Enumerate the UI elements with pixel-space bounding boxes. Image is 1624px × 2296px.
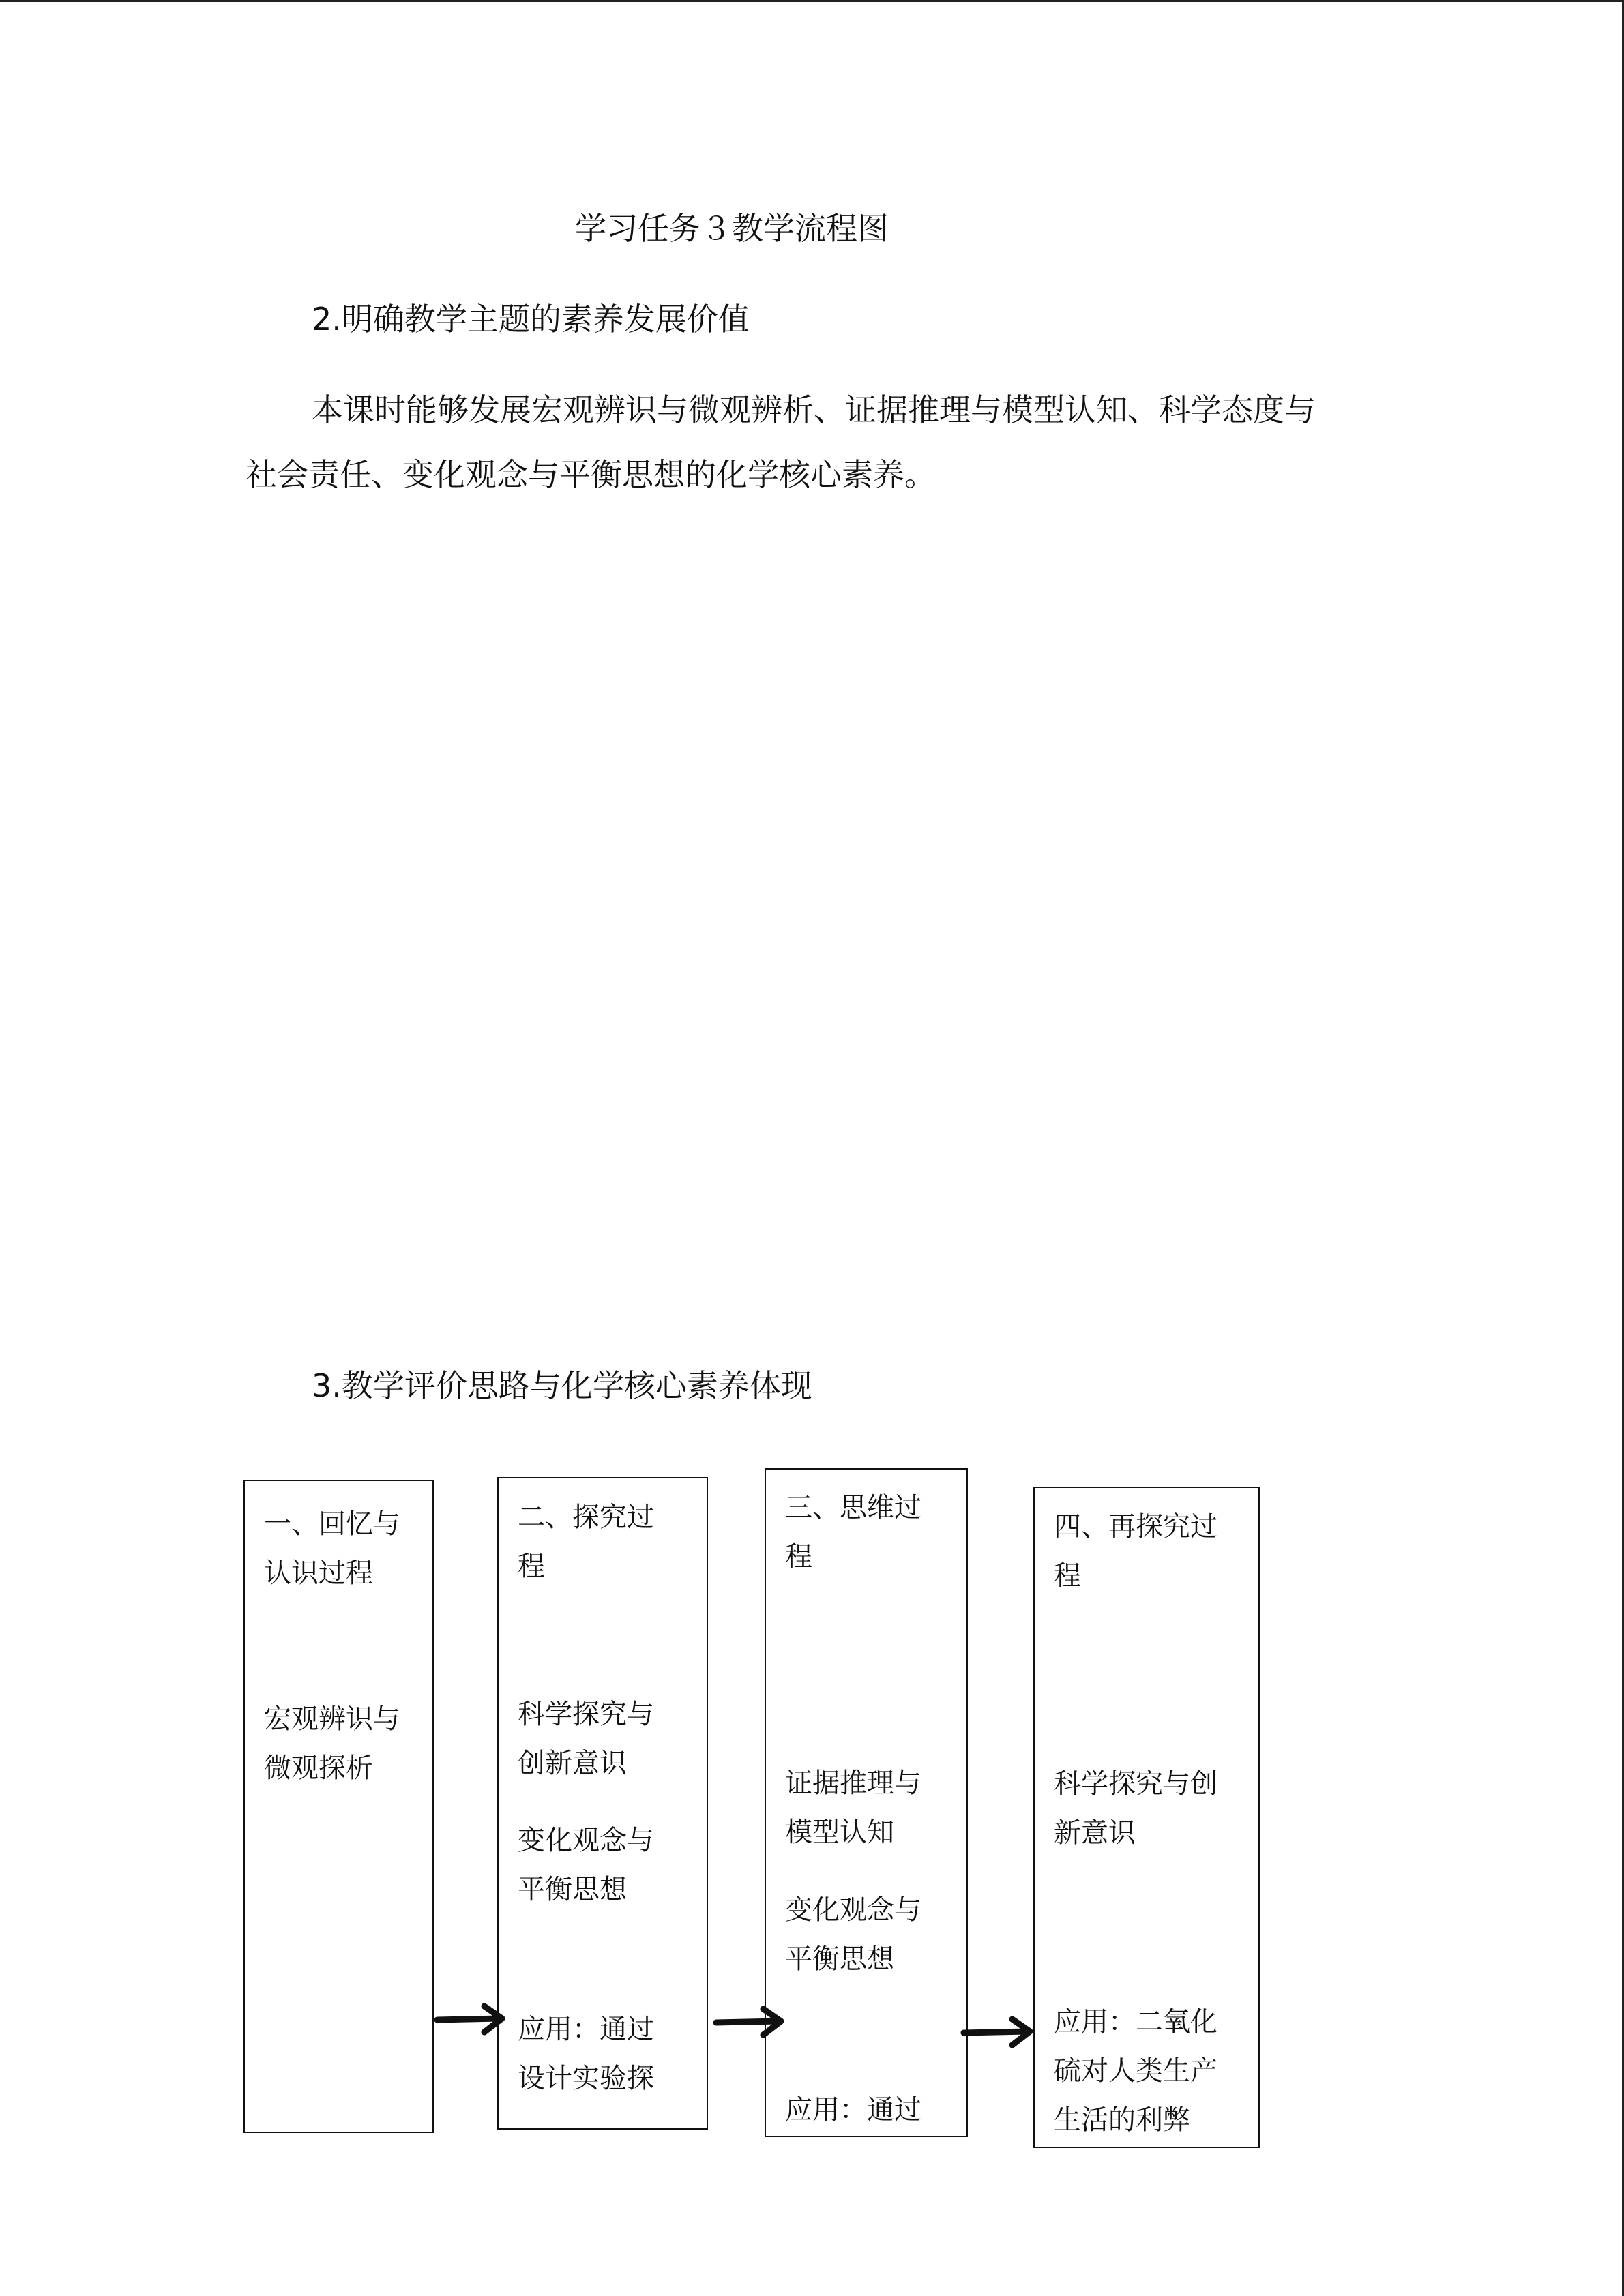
box-title-line: 认识过程 [264, 1557, 373, 1589]
box-literacy-line: 宏观辨识与 [264, 1703, 400, 1735]
box-application-line: 应用：通过 [785, 2094, 921, 2126]
box-title-line: 二、探究过 [518, 1502, 654, 1533]
right-arrow-icon [713, 2002, 788, 2043]
document-title: 学习任务３教学流程图 [575, 210, 889, 247]
flow-box-thinking [765, 1468, 968, 2137]
box-application-line: 应用：通过 [518, 2014, 654, 2045]
box-literacy-line: 变化观念与 [518, 1825, 654, 1856]
section-2-paragraph-line-2: 社会责任、变化观念与平衡思想的化学核心素养。 [246, 456, 936, 493]
box-application-line: 设计实验探 [518, 2063, 654, 2094]
box-literacy-line: 平衡思想 [518, 1874, 627, 1905]
page-border-top [0, 0, 1624, 2]
section-3-heading: 3.教学评价思路与化学核心素养体现 [312, 1367, 812, 1404]
box-literacy-line: 新意识 [1054, 1817, 1136, 1849]
box-title-line: 一、回忆与 [264, 1508, 400, 1540]
box-literacy-line: 变化观念与 [785, 1894, 921, 1926]
box-literacy-line: 创新意识 [518, 1748, 627, 1779]
section-2-paragraph-line-1: 本课时能够发展宏观辨识与微观辨析、证据推理与模型认知、科学态度与 [312, 391, 1316, 428]
box-title-line: 程 [518, 1551, 545, 1582]
box-literacy-line: 平衡思想 [785, 1943, 894, 1975]
box-application-line: 应用：二氧化 [1054, 2006, 1217, 2038]
box-literacy-line: 证据推理与 [785, 1768, 921, 1799]
box-literacy-line: 微观探析 [264, 1753, 373, 1784]
right-arrow-icon [960, 2012, 1037, 2053]
box-title-line: 四、再探究过 [1054, 1511, 1217, 1542]
box-literacy-line: 模型认知 [785, 1817, 894, 1848]
box-application-line: 硫对人类生产 [1054, 2055, 1217, 2087]
box-title-line: 程 [1054, 1560, 1081, 1592]
flow-box-inquiry [497, 1477, 708, 2130]
box-literacy-line: 科学探究与创 [1054, 1768, 1217, 1800]
flow-box-reinquiry [1033, 1487, 1260, 2148]
flow-box-recall [243, 1480, 434, 2133]
box-title-line: 三、思维过 [785, 1492, 921, 1523]
right-arrow-icon [434, 1999, 509, 2040]
box-application-line: 生活的利弊 [1054, 2104, 1190, 2136]
box-title-line: 程 [785, 1541, 812, 1572]
section-2-heading: 2.明确教学主题的素养发展价值 [312, 301, 750, 338]
box-literacy-line: 科学探究与 [518, 1699, 654, 1730]
